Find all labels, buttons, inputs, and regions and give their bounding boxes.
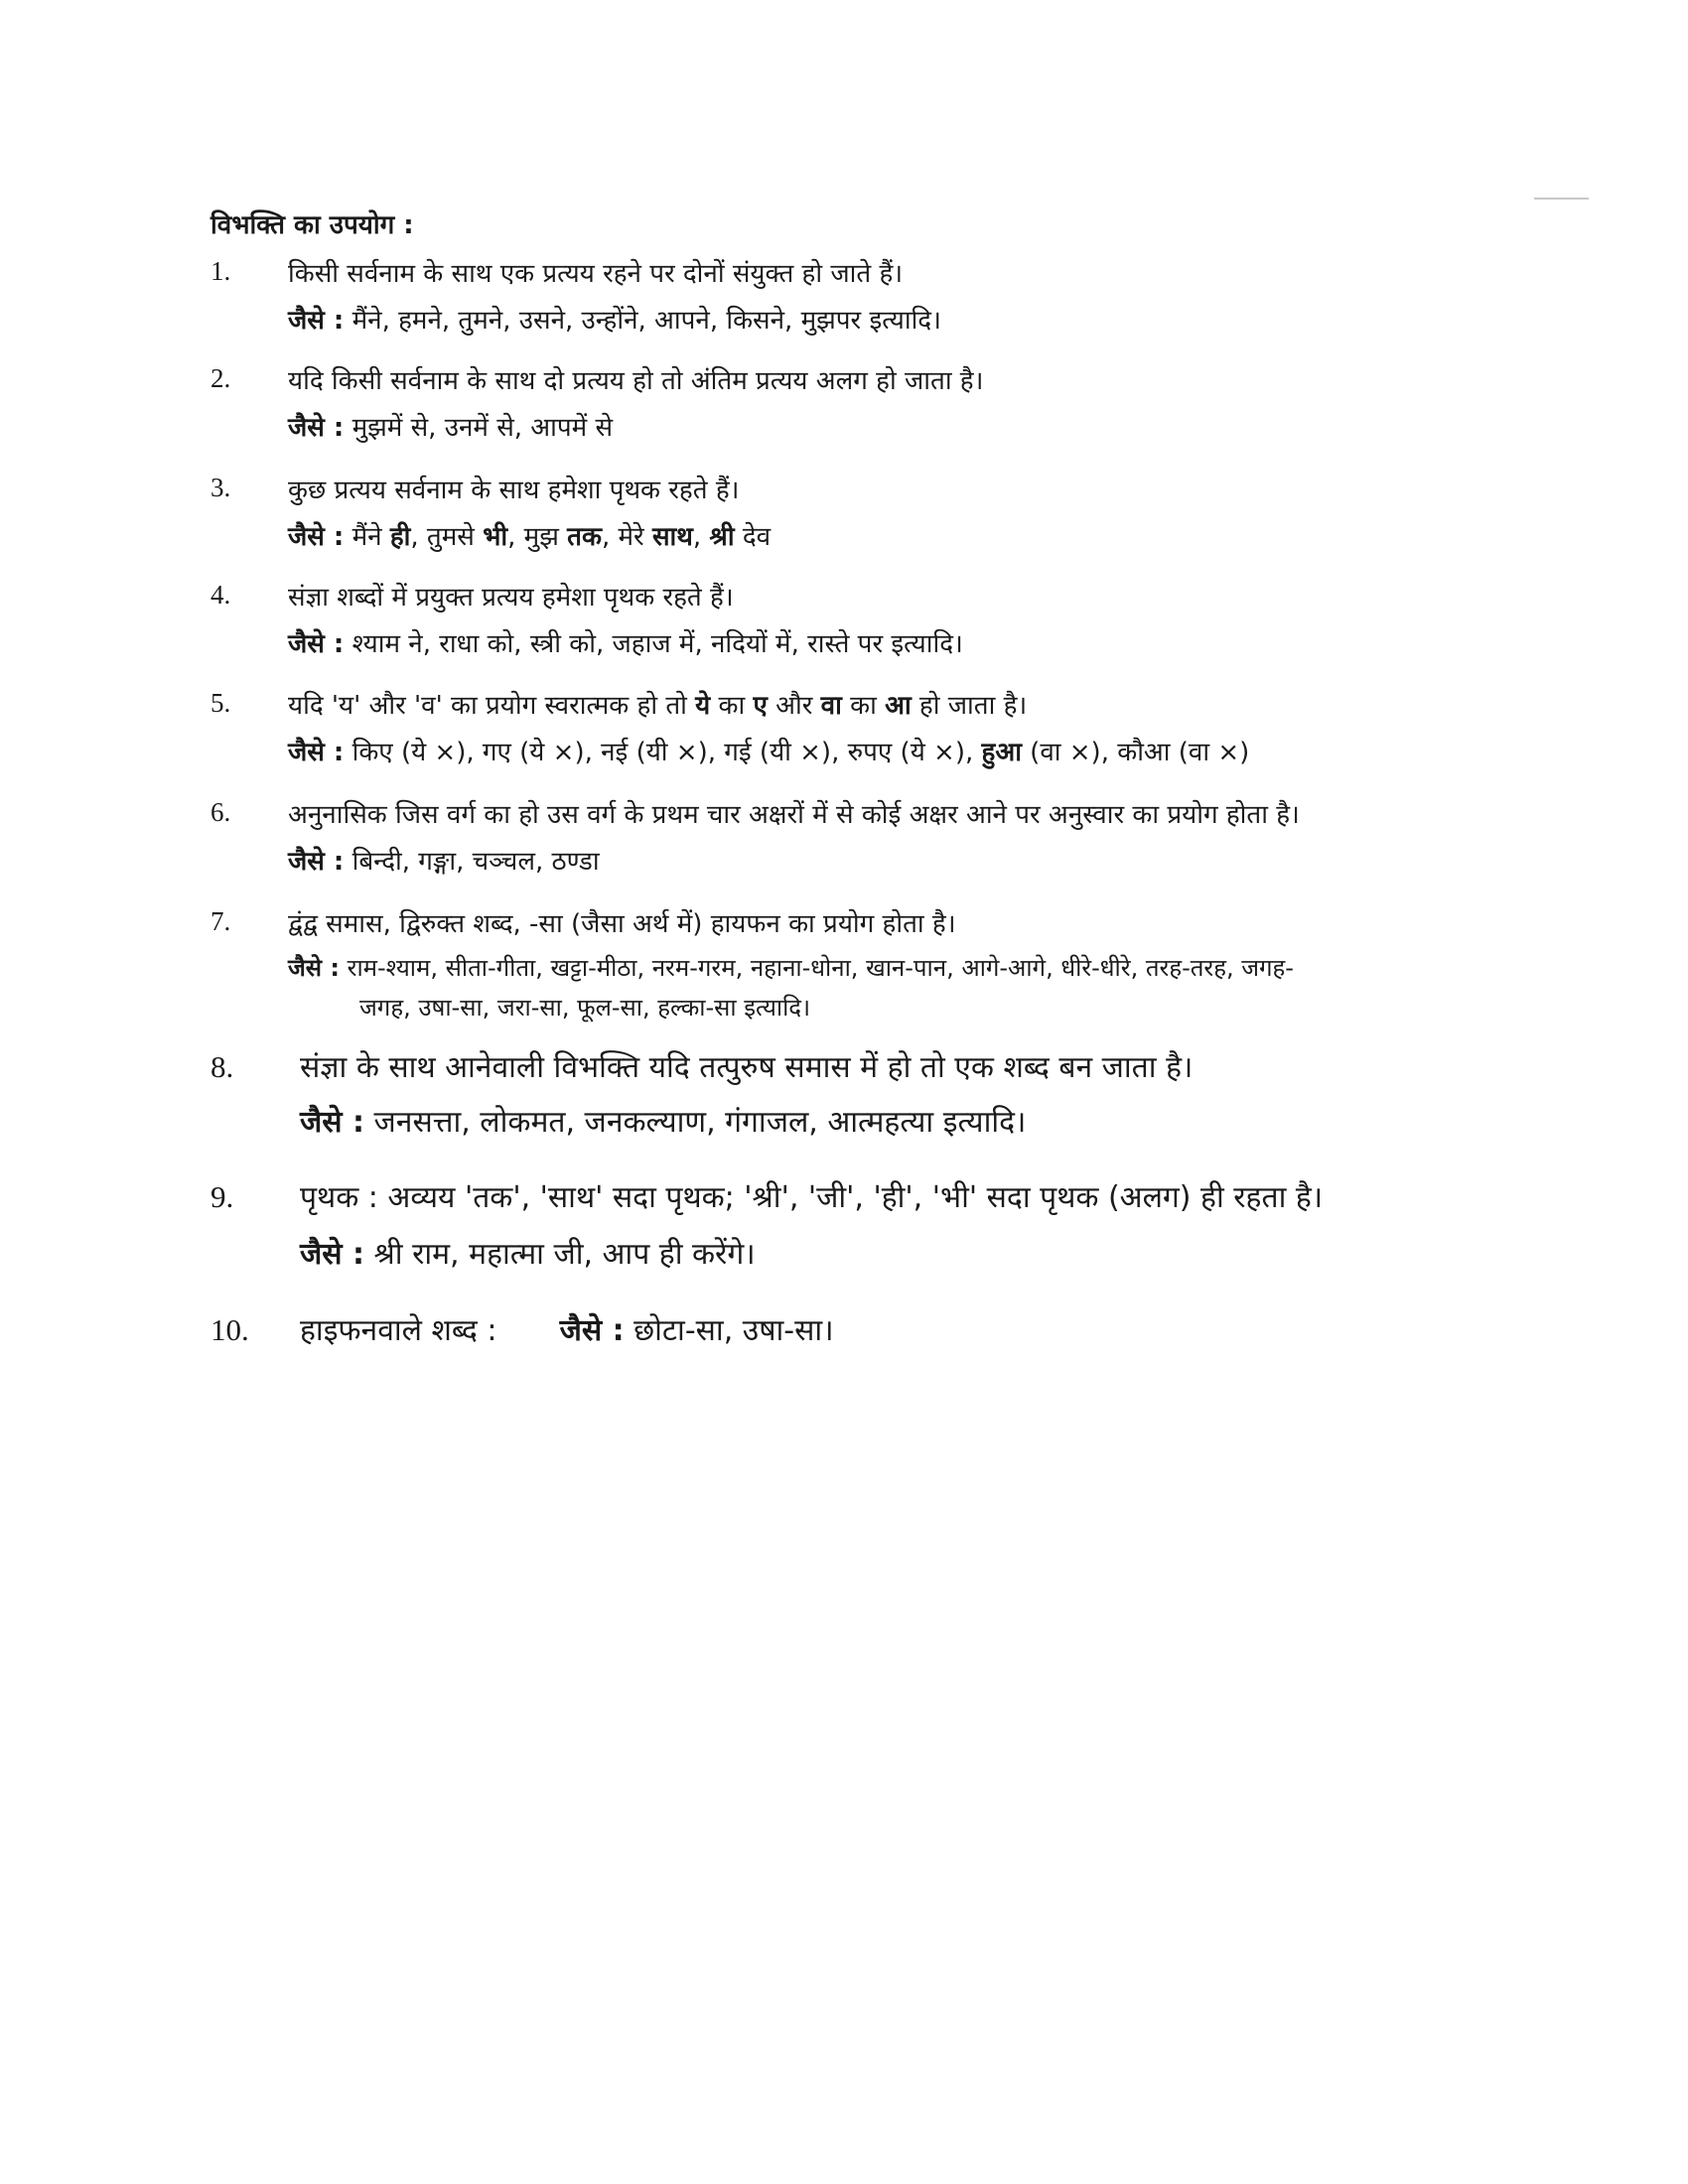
example-part: मैंने [352, 522, 390, 552]
rule-text: द्वंद्व समास, द्विरुक्त शब्द, -सा (जैसा अर्थ में) हायफन का प्रयोग होता है। [288, 909, 956, 939]
rule-text: किसी सर्वनाम के साथ एक प्रत्यय रहने पर दोनों संयुक्त हो जाते हैं। [288, 259, 904, 289]
example-emphasis: साथ [651, 522, 693, 552]
example-label: जैसे : [559, 1313, 625, 1348]
rule-part: हो जाता है। [911, 691, 1028, 721]
example-label: जैसे : [288, 413, 345, 443]
example-continuation: जगह, उषा-सा, जरा-सा, फूल-सा, हल्का-सा इत्यादि। [359, 994, 811, 1022]
item-number: 10. [211, 1312, 249, 1347]
item-number: 9. [211, 1179, 234, 1214]
rule-emphasis: आ [885, 691, 912, 721]
item-number: 6. [211, 797, 231, 827]
example-line [288, 733, 1597, 768]
example-label: जैसे : [300, 1237, 364, 1272]
example-line [300, 1100, 1597, 1141]
example-line [288, 842, 1597, 878]
rule-part: का [710, 691, 754, 721]
example-text: मैंने, हमने, तुमने, उसने, उन्होंने, आपने, किसने, मुझपर इत्यादि। [352, 306, 941, 336]
example-line [288, 517, 1597, 553]
example-text: राम-श्याम, सीता-गीता, खट्टा-मीठा, नरम-गरम, नहाना-धोना, खान-पान, आगे-आगे, धीरे-धीरे, तरह-तरह, जगह- [347, 954, 1294, 982]
item-number: 1. [211, 256, 231, 286]
example-text: छोटा-सा, उषा-सा। [633, 1313, 834, 1348]
example-emphasis: तक [567, 522, 602, 552]
rule-part: यदि 'य' और 'व' का प्रयोग स्वरात्मक हो तो [288, 691, 696, 721]
example-part: (वा ×), कौआ (वा ×) [1021, 738, 1250, 767]
example-part: , मुझ [507, 522, 568, 552]
example-emphasis: भी [483, 522, 508, 552]
example-line [288, 951, 1597, 984]
rule-part: और [767, 691, 821, 721]
example-label: जैसे : [288, 629, 345, 659]
example-part: , तुमसे [410, 522, 484, 552]
rule-text: संज्ञा के साथ आनेवाली विभक्ति यदि तत्पुरुष समास में हो तो एक शब्द बन जाता है। [300, 1050, 1194, 1085]
example-part: किए (ये ×), गए (ये ×), नई (यी ×), गई (यी ×), रुपए (ये ×), [352, 738, 982, 767]
example-text: बिन्दी, गङ्गा, चञ्चल, ठण्डा [352, 847, 600, 877]
section-heading: विभक्ति का उपयोग : [211, 210, 414, 240]
rule-emphasis: ए [753, 691, 768, 721]
example-label: जैसे : [288, 522, 345, 552]
example-emphasis: ही [389, 522, 411, 552]
example-emphasis: हुआ [981, 738, 1022, 767]
rule-text: यदि किसी सर्वनाम के साथ दो प्रत्यय हो तो अंतिम प्रत्यय अलग हो जाता है। [288, 366, 984, 396]
item-number: 2. [211, 363, 231, 393]
scan-mark [1534, 198, 1589, 200]
rule-text [288, 686, 1597, 722]
rule-text: संज्ञा शब्दों में प्रयुक्त प्रत्यय हमेशा पृथक रहते हैं। [288, 583, 734, 613]
item-number: 5. [211, 688, 231, 718]
item-number: 7. [211, 906, 231, 936]
example-label: जैसे : [288, 306, 345, 336]
rule-text [300, 1308, 1597, 1349]
rule-text: अनुनासिक जिस वर्ग का हो उस वर्ग के प्रथम चार अक्षरों में से कोई अक्षर आने पर अनुस्वार का प्रयोग होता है। [288, 800, 1300, 830]
item-number: 8. [211, 1049, 234, 1084]
item-number: 3. [211, 473, 231, 502]
example-part: देव [734, 522, 772, 552]
example-line [300, 1232, 1597, 1273]
example-label: जैसे : [288, 738, 345, 767]
rule-emphasis: वा [820, 691, 842, 721]
example-emphasis: श्री [709, 522, 735, 552]
rule-text: पृथक : अव्यय 'तक', 'साथ' सदा पृथक; 'श्री', 'जी', 'ही', 'भी' सदा पृथक (अलग) ही रहता है। [300, 1180, 1324, 1215]
rule-emphasis: ये [695, 691, 711, 721]
example-line [288, 408, 1597, 444]
example-text: श्याम ने, राधा को, स्त्री को, जहाज में, नदियों में, रास्ते पर इत्यादि। [352, 629, 963, 659]
example-label: जैसे : [288, 954, 340, 982]
example-label: जैसे : [288, 847, 345, 877]
example-label: जैसे : [300, 1105, 364, 1140]
example-line [288, 301, 1597, 337]
example-text: मुझमें से, उनमें से, आपमें से [352, 413, 614, 443]
example-part: , मेरे [601, 522, 652, 552]
example-text: श्री राम, महात्मा जी, आप ही करेंगे। [373, 1237, 756, 1272]
example-text: जनसत्ता, लोकमत, जनकल्याण, गंगाजल, आत्महत्या इत्यादि। [373, 1105, 1027, 1140]
example-line [288, 624, 1597, 660]
example-part: , [692, 522, 710, 552]
rule-text: कुछ प्रत्यय सर्वनाम के साथ हमेशा पृथक रहते हैं। [288, 476, 740, 505]
item-number: 4. [211, 580, 231, 610]
rule-label: हाइफनवाले शब्द : [300, 1313, 497, 1348]
rule-part: का [841, 691, 886, 721]
